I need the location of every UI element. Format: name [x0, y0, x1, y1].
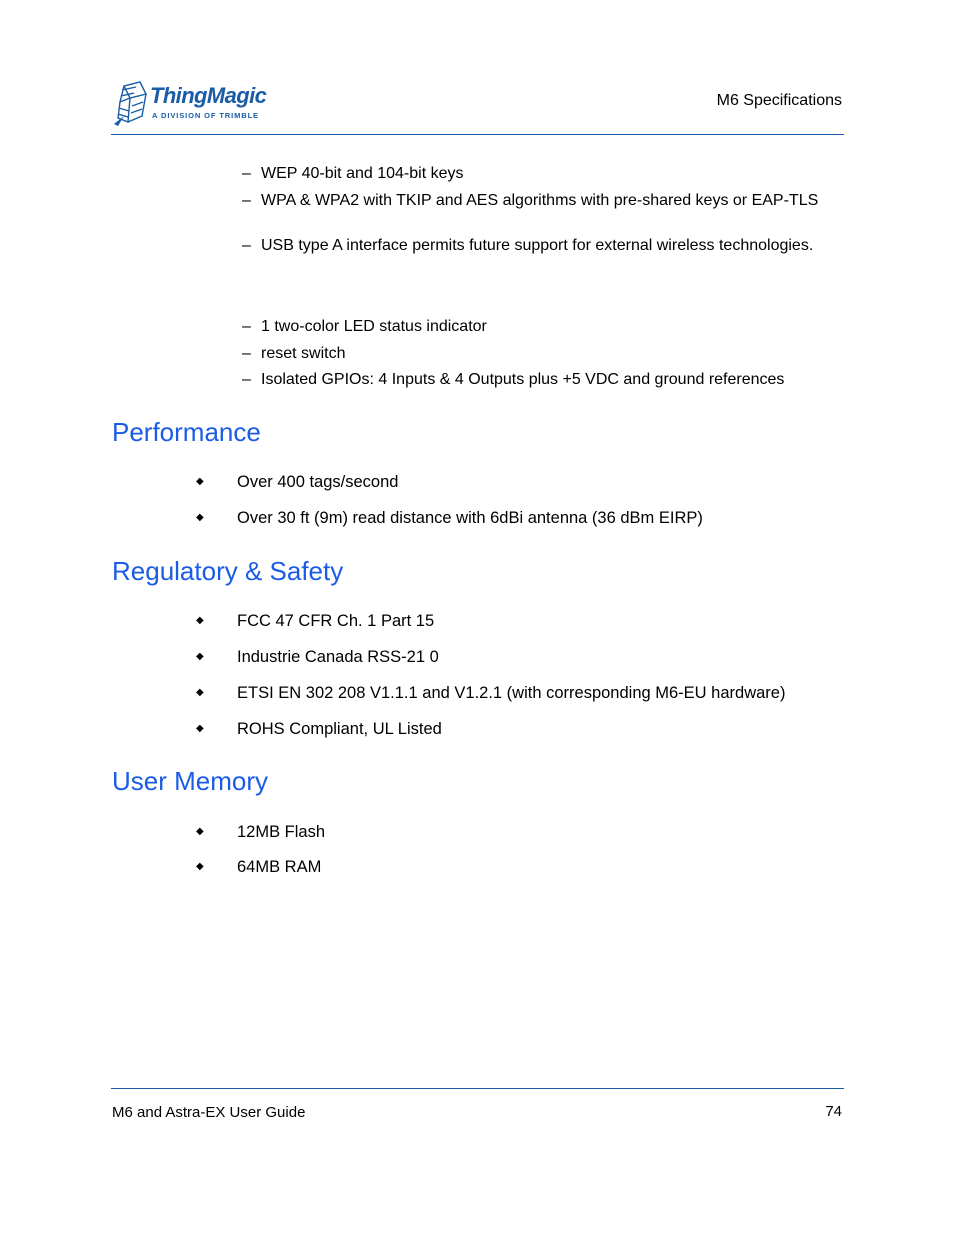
bullet-marker: ◆	[196, 615, 204, 626]
list-item	[242, 344, 842, 363]
bullet-marker: ◆	[196, 687, 204, 698]
list-item-text: reset switch	[261, 345, 346, 362]
list-item-text: WEP 40-bit and 104-bit keys	[261, 165, 464, 182]
list-item-text: USB type A interface permits future support for external wireless technologies.	[261, 237, 814, 254]
bullet-item	[196, 822, 325, 842]
list-item	[242, 236, 842, 255]
bullet-text: Over 30 ft (9m) read distance with 6dBi antenna (36 dBm EIRP)	[237, 509, 703, 527]
list-item	[242, 164, 842, 183]
bullet-item	[196, 611, 434, 631]
bullet-text: Over 400 tags/second	[237, 473, 399, 491]
thingmagic-logo	[112, 78, 282, 130]
bullet-item	[196, 508, 703, 528]
list-item	[242, 317, 842, 336]
bullet-marker: ◆	[196, 826, 204, 837]
bullet-text: ROHS Compliant, UL Listed	[237, 720, 442, 738]
section-heading-performance: Performance	[112, 417, 261, 447]
list-item-text: Isolated GPIOs: 4 Inputs & 4 Outputs plus +5 VDC and ground references	[261, 371, 785, 388]
list-item	[242, 191, 842, 210]
bullet-text: Industrie Canada RSS-21 0	[237, 648, 439, 666]
dash-marker: –	[242, 237, 251, 254]
dash-marker: –	[242, 371, 251, 388]
bullet-item	[196, 857, 321, 877]
list-item	[242, 370, 842, 389]
section-heading-regulatory: Regulatory & Safety	[112, 556, 344, 586]
list-item-text: WPA & WPA2 with TKIP and AES algorithms with pre-shared keys or EAP-TLS	[261, 192, 819, 209]
section-heading-memory: User Memory	[112, 766, 269, 796]
bullet-marker: ◆	[196, 651, 204, 662]
dash-marker: –	[242, 165, 251, 182]
logo-subtitle: A DIVISION OF TRIMBLE	[152, 111, 259, 120]
dash-marker: –	[242, 192, 251, 209]
header-divider	[111, 134, 844, 135]
header-title: M6 Specifications	[716, 92, 842, 109]
bullet-text: FCC 47 CFR Ch. 1 Part 15	[237, 612, 435, 630]
footer-divider	[111, 1088, 844, 1089]
bullet-text: 12MB Flash	[237, 823, 326, 841]
bullet-text: 64MB RAM	[237, 858, 322, 876]
footer-doc-title: M6 and Astra-EX User Guide	[112, 1104, 306, 1121]
bullet-item	[196, 472, 398, 492]
page-number: 74	[825, 1103, 842, 1120]
dash-marker: –	[242, 345, 251, 362]
bullet-marker: ◆	[196, 723, 204, 734]
bullet-item	[196, 647, 439, 667]
bullet-marker: ◆	[196, 476, 204, 487]
dash-marker: –	[242, 318, 251, 335]
logo-mark-icon	[112, 78, 152, 128]
bullet-item	[196, 683, 785, 703]
bullet-item	[196, 719, 442, 739]
logo-name: ThingMagic	[150, 83, 267, 108]
bullet-marker: ◆	[196, 512, 204, 523]
bullet-marker: ◆	[196, 861, 204, 872]
list-item-text: 1 two-color LED status indicator	[261, 318, 487, 335]
bullet-text: ETSI EN 302 208 V1.1.1 and V1.2.1 (with corresponding M6-EU hardware)	[237, 684, 786, 702]
